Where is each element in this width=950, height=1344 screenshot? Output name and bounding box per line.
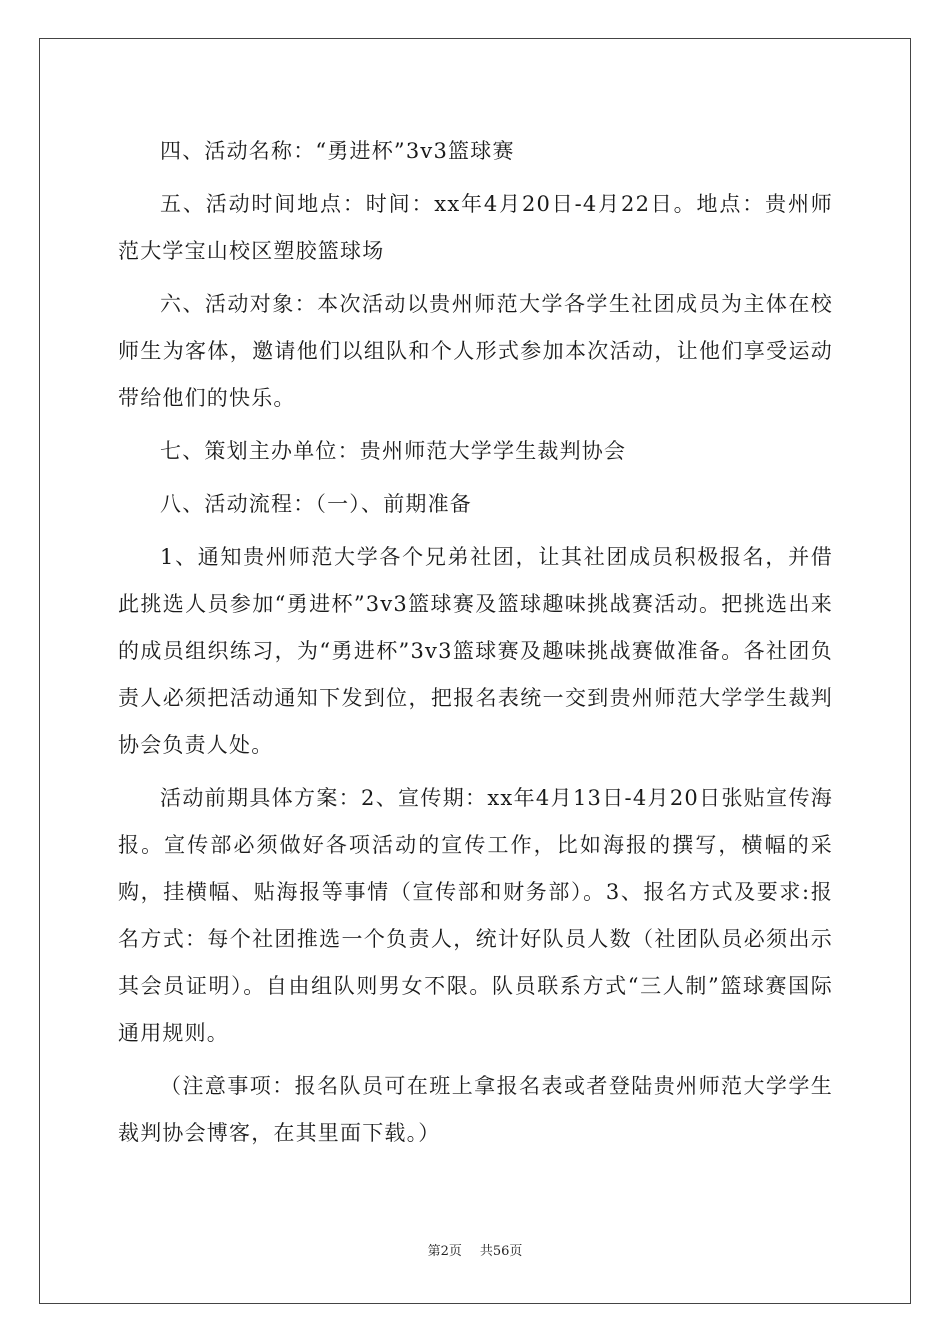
section-time-location: 五、活动时间地点：时间：xx年4月20日-4月22日。地点：贵州师范大学宝山校区塑胶篮球场 bbox=[118, 192, 833, 263]
section-process-heading: 八、活动流程：（一）、前期准备 bbox=[160, 492, 472, 516]
page-number: 第2页 bbox=[427, 1244, 462, 1259]
document-body bbox=[118, 128, 833, 1157]
section-notes: （注意事项：报名队员可在班上拿报名表或者登陆贵州师范大学学生裁判协会博客，在其里面下载。） bbox=[118, 1074, 833, 1145]
section-publicity-plan: 活动前期具体方案：2、宣传期：xx年4月13日-4月20日张贴宣传海报。宣传部必须做好各项活动的宣传工作，比如海报的撰写，横幅的采购，挂横幅、贴海报等事情（宣传部和财务部）。3、报名方式及要求:报名方式：每个社团推选一个负责人，统计好队员人数（社团队员必须出示其会员证明）。自由组队则男女不限。队员联系方式“三人制”篮球赛国际通用规则。 bbox=[118, 786, 833, 1045]
section-notify-clubs: 1、通知贵州师范大学各个兄弟社团，让其社团成员积极报名，并借此挑选人员参加“勇进杯”3v3篮球赛及篮球趣味挑战赛活动。把挑选出来的成员组织练习，为“勇进杯”3v3篮球赛及趣味挑战赛做准备。各社团负责人必须把活动通知下发到位，把报名表统一交到贵州师范大学学生裁判协会负责人处。 bbox=[118, 545, 833, 757]
section-activity-name: 四、活动名称：“勇进杯”3v3篮球赛 bbox=[160, 139, 515, 163]
page-footer bbox=[0, 1240, 950, 1259]
page-total: 共56页 bbox=[479, 1244, 523, 1259]
section-participants: 六、活动对象：本次活动以贵州师范大学各学生社团成员为主体在校师生为客体，邀请他们以组队和个人形式参加本次活动，让他们享受运动带给他们的快乐。 bbox=[118, 292, 833, 410]
section-organizer: 七、策划主办单位：贵州师范大学学生裁判协会 bbox=[160, 439, 627, 463]
